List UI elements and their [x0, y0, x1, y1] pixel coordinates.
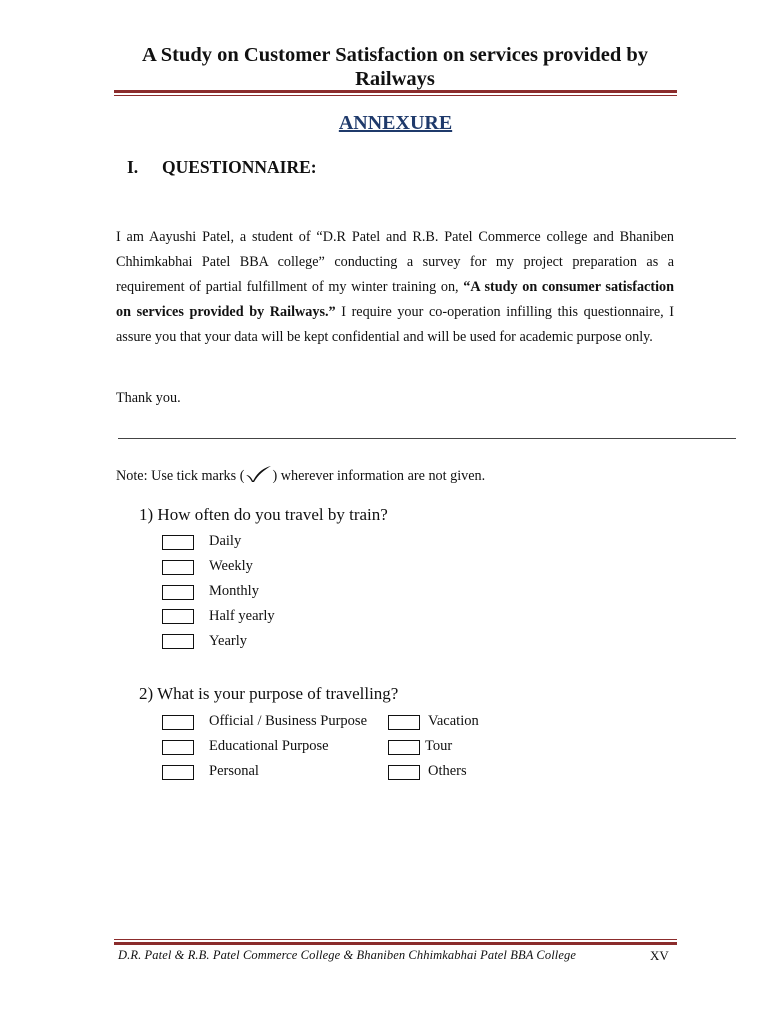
- option-label-others: Others: [428, 763, 467, 779]
- option-label-official-business: Official / Business Purpose: [209, 713, 368, 729]
- question-1: 1) How often do you travel by train?: [139, 505, 388, 524]
- section-heading: [127, 157, 317, 178]
- checkbox-weekly[interactable]: [162, 560, 194, 575]
- checkbox-yearly[interactable]: [162, 634, 194, 649]
- document-header-title: A Study on Customer Satisfaction on services provided by Railways: [141, 44, 649, 90]
- intro-text-1: I am Aayushi Patel, a student of “D.R Patel and R.B. Patel Commerce college and Bhaniben Chhimkabhai Patel BBA college” conducting a survey for my project preparation as a requirement of partial fulfillment of my winter training on,: [116, 229, 674, 295]
- option-label-vacation: Vacation: [428, 713, 479, 729]
- footer-rule-thin: [114, 939, 677, 940]
- checkbox-others[interactable]: [388, 765, 420, 780]
- header-rule-thick: [114, 90, 677, 93]
- checkbox-daily[interactable]: [162, 535, 194, 550]
- page-number: XV: [650, 948, 669, 963]
- footer-college-name: D.R. Patel & R.B. Patel Commerce College & Bhaniben Chhimkabhai Patel BBA College: [118, 948, 577, 962]
- tick-icon: [244, 465, 272, 488]
- intro-paragraph: [116, 225, 674, 350]
- header-rule-thin: [114, 95, 677, 96]
- option-label-monthly: Monthly: [209, 583, 259, 599]
- checkbox-tour[interactable]: [388, 740, 420, 755]
- option-label-educational: Educational Purpose: [209, 738, 329, 754]
- option-label-half-yearly: Half yearly: [209, 608, 275, 624]
- checkbox-official-business[interactable]: [162, 715, 194, 730]
- divider-line: [118, 438, 736, 439]
- note-line: [116, 465, 485, 488]
- checkbox-educational[interactable]: [162, 740, 194, 755]
- question-2: 2) What is your purpose of travelling?: [139, 684, 399, 703]
- section-title: QUESTIONNAIRE:: [162, 157, 317, 177]
- option-label-tour: Tour: [425, 738, 453, 754]
- option-label-weekly: Weekly: [209, 558, 253, 574]
- option-label-yearly: Yearly: [209, 633, 247, 649]
- option-label-personal: Personal: [209, 763, 259, 779]
- checkbox-personal[interactable]: [162, 765, 194, 780]
- thank-you-text: Thank you.: [116, 390, 181, 406]
- checkbox-vacation[interactable]: [388, 715, 420, 730]
- footer-rule-thick: [114, 942, 677, 945]
- checkbox-half-yearly[interactable]: [162, 609, 194, 624]
- section-number: I.: [127, 157, 139, 177]
- option-label-daily: Daily: [209, 533, 242, 549]
- annexure-heading: ANNEXURE: [338, 112, 453, 134]
- note-text-after: ) wherever information are not given.: [272, 467, 486, 484]
- note-text-before: Note: Use tick marks (: [116, 467, 245, 484]
- intro-text-2: I require your co-operation infilling this questionnaire, I assure you that your data will be kept confidential and will be used for academic purpose only.: [116, 304, 674, 345]
- checkbox-monthly[interactable]: [162, 585, 194, 600]
- intro-study-title: “A study on consumer satisfaction on services provided by Railways.”: [116, 279, 674, 320]
